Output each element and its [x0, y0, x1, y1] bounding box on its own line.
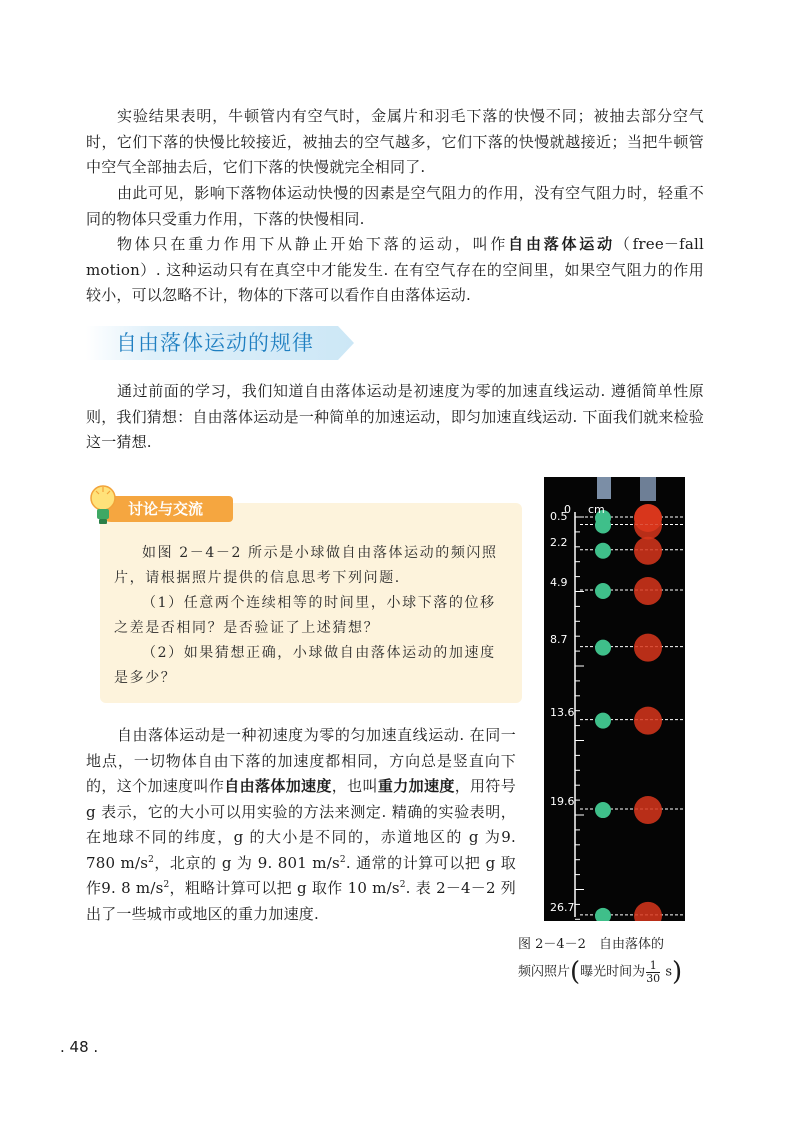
term-free-fall-motion: 自由落体运动	[508, 235, 615, 253]
red-ball	[634, 634, 662, 662]
ruler-unit-label: cm	[588, 503, 605, 516]
discussion-title: 讨论与交流	[128, 500, 204, 518]
red-ball	[634, 511, 662, 539]
green-ball	[595, 802, 611, 818]
right-paren: )	[672, 957, 683, 987]
discussion-intro: 如图 2－4－2 所示是小球做自由落体运动的频闪照片，请根据照片提供的信息思考下列问题.	[114, 545, 498, 586]
red-ball	[634, 796, 662, 824]
green-ball	[595, 543, 611, 559]
green-ball-holder	[597, 477, 611, 499]
figure-caption-line-1: 图 2－4－2 自由落体的	[518, 937, 664, 952]
ruler-mark-label: 8.7	[550, 632, 568, 646]
caption-exposure: 曝光时间为	[580, 964, 646, 980]
superscript: 2	[399, 880, 406, 890]
left-paren: (	[570, 957, 581, 987]
section-title: 自由落体运动的规律	[116, 331, 314, 355]
fraction-numerator: 1	[646, 960, 660, 973]
paragraph-experiment-result: 实验结果表明，牛顿管内有空气时，金属片和羽毛下落的快慢不同；被抽去部分空气时，它们下落的快慢比较接近，被抽去的空气越多，它们下落的快慢就越接近；当把牛顿管中空气全部抽去后，它们下落的快慢就完全相同了.	[86, 107, 704, 176]
ruler-mark-label: 2.2	[550, 535, 568, 549]
discussion-question-2: （2）如果猜想正确，小球做自由落体运动的加速度是多少？	[114, 645, 496, 686]
paragraph-gravity-acceleration	[86, 723, 516, 927]
fraction-denominator: 30	[646, 971, 661, 985]
superscript: 2	[148, 854, 155, 865]
gravity-text-a: 自由落体运动是一种初速度为零的匀加速直线运动. 在同一地点，一切物体自由下落的加速度都相同，方向总是竖直向下的，这个加速度叫作	[86, 726, 516, 795]
paragraph-hypothesis: 通过前面的学习，我们知道自由落体运动是初速度为零的加速直线运动. 遵循简单性原则，我们猜想：自由落体运动是一种简单的加速运动，即匀加速直线运动. 下面我们就来检验这一猜想.	[86, 382, 704, 451]
ruler-mark-label: 0.5	[550, 510, 568, 524]
definition-text-before: 物体只在重力作用下从静止开始下落的运动，叫作	[117, 235, 509, 253]
paragraph-definition	[86, 232, 704, 309]
gravity-text-b: ，也叫	[331, 777, 378, 795]
paragraph-conclusion: 由此可见，影响下落物体运动快慢的因素是空气阻力的作用，没有空气阻力时，轻重不同的物体只受重力作用，下落的快慢相同.	[86, 184, 704, 228]
green-ball	[595, 908, 611, 921]
green-ball	[595, 713, 611, 729]
ruler-mark-label: 13.6	[550, 705, 575, 719]
definition-text-after: （free－fall motion）. 这种运动只有在真空中才能发生. 在有空气存在的空间里，如果空气阻力的作用较小，可以忽略不计，物体的下落可以看作自由落体运动.	[86, 235, 705, 304]
section-heading-banner	[86, 326, 354, 360]
gravity-text-e: . 通常的计算可以把 g 取作9. 8 m/s	[86, 853, 516, 897]
gravity-text-d: ，北京的 g 为 9. 801 m/s	[154, 853, 340, 872]
caption-prefix: 频闪照片	[518, 964, 571, 980]
gravity-text-c: ，用符号 g 表示，它的大小可以用实验的方法来测定. 精确的实验表明，在地球不同的纬度，g 的大小是不同的，赤道地区的 g 为9. 780 m/s	[86, 777, 516, 872]
discussion-question-1: （1）任意两个连续相等的时间里，小球下落的位移之差是否相同？是否验证了上述猜想？	[114, 595, 496, 636]
ruler-mark-label: 26.7	[550, 900, 575, 914]
gravity-text-f: ，粗略计算可以把 g 取作 10 m/s	[169, 879, 400, 897]
red-ball-holder	[640, 477, 656, 501]
gravity-text-g: . 表 2－4－2 列出了一些城市或地区的重力加速度.	[86, 879, 516, 923]
term-gravity-acceleration: 重力加速度	[377, 777, 455, 795]
caption-unit: s	[665, 964, 672, 980]
lightbulb-icon	[88, 484, 118, 528]
ruler-mark-label: 19.6	[550, 795, 575, 809]
strobe-photo	[544, 477, 685, 921]
red-ball	[634, 707, 662, 735]
term-free-fall-acceleration: 自由落体加速度	[224, 777, 332, 795]
ruler-mark-label: 0	[564, 503, 571, 516]
superscript: 2	[163, 880, 170, 890]
red-ball	[634, 537, 662, 565]
green-ball	[595, 640, 611, 656]
ruler-mark-label: 4.9	[550, 576, 568, 589]
green-ball	[595, 583, 611, 599]
fraction-one-thirtieth	[646, 960, 660, 985]
figure-caption-line-2	[518, 957, 718, 987]
red-ball	[634, 577, 662, 605]
red-ball	[634, 902, 662, 921]
green-ball	[595, 517, 611, 533]
page-number: . 48 .	[60, 1038, 99, 1056]
superscript: 2	[339, 854, 346, 865]
